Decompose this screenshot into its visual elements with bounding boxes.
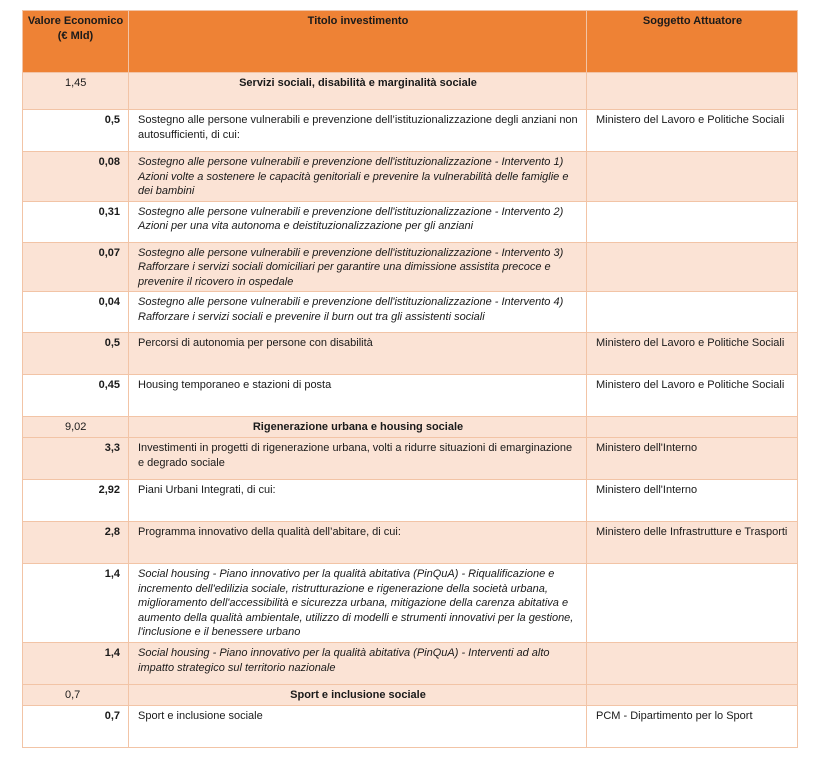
row-title: Social housing - Piano innovativo per la qualità abitativa (PinQuA) - Interventi ad alto impatto strategico sul territorio nazionale [129, 643, 587, 685]
investments-table [22, 10, 798, 748]
row-title: Housing temporaneo e stazioni di posta [129, 375, 587, 417]
row-value: 0,45 [23, 375, 129, 417]
row-title: Percorsi di autonomia per persone con disabilità [129, 333, 587, 375]
row-value: 3,3 [23, 438, 129, 480]
row-subject [587, 643, 798, 685]
row-subject: Ministero dell'Interno [587, 480, 798, 522]
section-row [23, 73, 798, 110]
row-subject: PCM - Dipartimento per lo Sport [587, 706, 798, 748]
row-title: Social housing - Piano innovativo per la qualità abitativa (PinQuA) - Riqualificazione e incremento dell'edilizia sociale, ristrutturazione e rigenerazione della società urbana, miglioramento dell'accessibilità e sicurezza urbana, mitigazione della carenza abitativa e aumento della qualità ambientale, utilizzo di modelli e strumenti innovativi per la gestione, l'inclusione e il benessere urbano [129, 564, 587, 643]
row-title: Sostegno alle persone vulnerabili e prevenzione dell'istituzionalizzazione - Intervento 3) Rafforzare i servizi sociali domiciliari per garantire una dimissione assistita precoce e prevenire il ricovero in ospedale [129, 242, 587, 292]
table-row [23, 333, 798, 375]
row-subject [587, 417, 798, 438]
row-value: 2,8 [23, 522, 129, 564]
row-title: Investimenti in progetti di rigenerazione urbana, volti a ridurre situazioni di emarginazione e degrado sociale [129, 438, 587, 480]
row-title: Sostegno alle persone vulnerabili e prevenzione dell'istituzionalizzazione - Intervento 1) Azioni volte a sostenere le capacità genitoriali e prevenire la vulnerabilità delle famiglie e dei bambini [129, 152, 587, 202]
row-subject: Ministero delle Infrastrutture e Trasporti [587, 522, 798, 564]
table-row [23, 522, 798, 564]
row-subject [587, 685, 798, 706]
section-title: Sport e inclusione sociale [129, 685, 587, 706]
section-row [23, 685, 798, 706]
row-value: 2,92 [23, 480, 129, 522]
section-value: 9,02 [23, 417, 129, 438]
row-title: Sostegno alle persone vulnerabili e prevenzione dell'istituzionalizzazione - Intervento 4) Rafforzare i servizi sociali e prevenire il burn out tra gli assistenti sociali [129, 292, 587, 333]
row-subject [587, 292, 798, 333]
row-subject [587, 201, 798, 242]
row-title: Sport e inclusione sociale [129, 706, 587, 748]
header-value: Valore Economico (€ Mld) [23, 11, 129, 73]
row-subject: Ministero del Lavoro e Politiche Sociali [587, 333, 798, 375]
header-subject: Soggetto Attuatore [587, 11, 798, 73]
row-title: Piani Urbani Integrati, di cui: [129, 480, 587, 522]
section-value: 1,45 [23, 73, 129, 110]
section-row [23, 417, 798, 438]
row-title: Sostegno alle persone vulnerabili e prevenzione dell’istituzionalizzazione degli anziani non autosufficienti, di cui: [129, 110, 587, 152]
row-value: 1,4 [23, 564, 129, 643]
table-row [23, 438, 798, 480]
row-value: 0,08 [23, 152, 129, 202]
table-row [23, 110, 798, 152]
row-value: 0,07 [23, 242, 129, 292]
table-row [23, 292, 798, 333]
row-value: 0,31 [23, 201, 129, 242]
table-row [23, 375, 798, 417]
table-row [23, 242, 798, 292]
table-header-row [23, 11, 798, 73]
header-title: Titolo investimento [129, 11, 587, 73]
table-row [23, 480, 798, 522]
table-row [23, 643, 798, 685]
row-subject [587, 152, 798, 202]
row-subject: Ministero dell'Interno [587, 438, 798, 480]
section-title: Rigenerazione urbana e housing sociale [129, 417, 587, 438]
row-value: 0,04 [23, 292, 129, 333]
row-subject [587, 242, 798, 292]
section-value: 0,7 [23, 685, 129, 706]
table-row [23, 152, 798, 202]
row-title: Programma innovativo della qualità dell’abitare, di cui: [129, 522, 587, 564]
table-row [23, 706, 798, 748]
table-row [23, 201, 798, 242]
table-row [23, 564, 798, 643]
row-title: Sostegno alle persone vulnerabili e prevenzione dell'istituzionalizzazione - Intervento 2) Azioni per una vita autonoma e deistituzionalizzazione per gli anziani [129, 201, 587, 242]
row-value: 0,5 [23, 110, 129, 152]
row-value: 0,7 [23, 706, 129, 748]
row-subject: Ministero del Lavoro e Politiche Sociali [587, 110, 798, 152]
row-value: 1,4 [23, 643, 129, 685]
row-subject: Ministero del Lavoro e Politiche Sociali [587, 375, 798, 417]
row-value: 0,5 [23, 333, 129, 375]
row-subject [587, 564, 798, 643]
section-title: Servizi sociali, disabilità e marginalità sociale [129, 73, 587, 110]
row-subject [587, 73, 798, 110]
